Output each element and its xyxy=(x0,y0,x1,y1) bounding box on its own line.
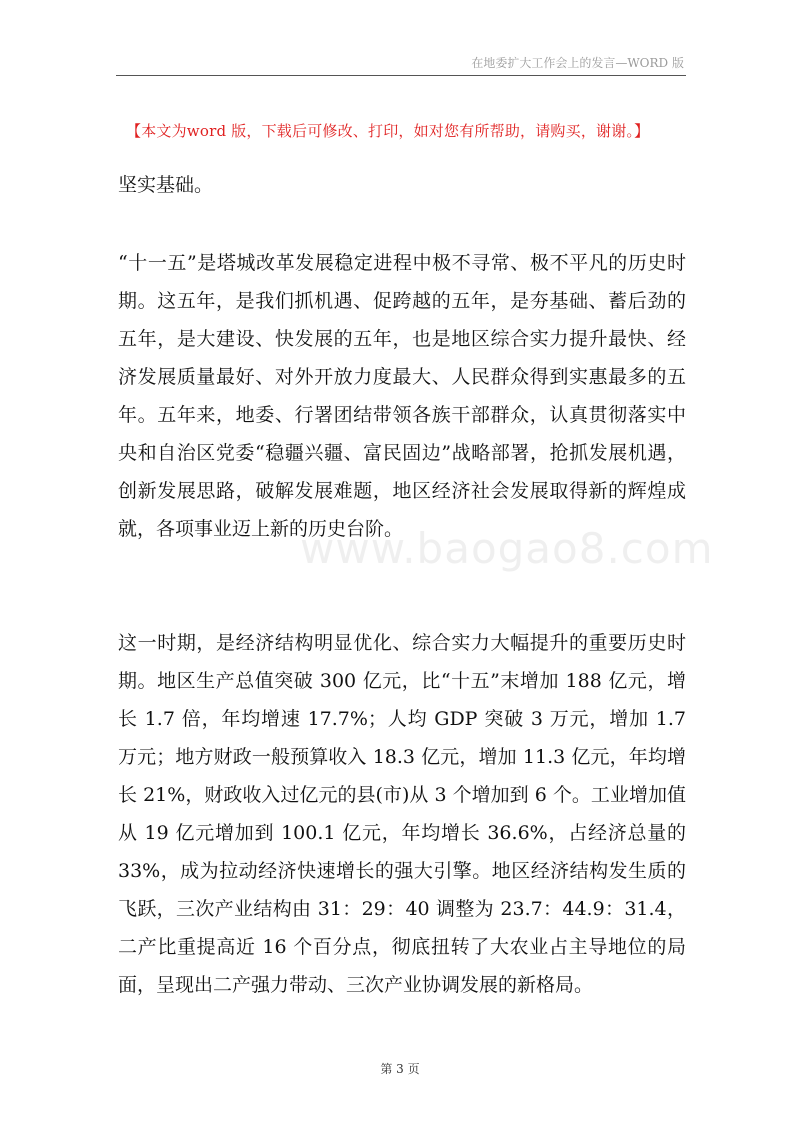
paragraph-1: 坚实基础。 xyxy=(118,174,214,196)
download-notice: 【本文为word 版，下载后可修改、打印，如对您有所帮助，请购买，谢谢。】 xyxy=(126,122,650,140)
page-number: 第 3 页 xyxy=(380,1062,420,1076)
document-header-title: 在地委扩大工作会上的发言—WORD 版 xyxy=(471,56,684,70)
header-divider xyxy=(116,75,686,76)
paragraph-2: “十一五”是塔城改革发展稳定进程中极不寻常、极不平凡的历史时期。这五年，是我们抓机遇、促跨越的五年，是夯基础、蓄后劲的五年，是大建设、快发展的五年，也是地区综合实力提升最快、经济发展质量最好、对外开放力度最大、人民群众得到实惠最多的五年。五年来，地委、行署团结带领各族干部群众，认真贯彻落实中央和自治区党委“稳疆兴疆、富民固边”战略部署，抢抓发展机遇，创新发展思路，破解发展难题，地区经济社会发展取得新的辉煌成就，各项事业迈上新的历史台阶。 xyxy=(118,252,686,540)
paragraph-3: 这一时期，是经济结构明显优化、综合实力大幅提升的重要历史时期。地区生产总值突破 300 亿元，比“十五”末增加 188 亿元，增长 1.7 倍，年均增速 17.7%；人均 GDP 突破 3 万元，增加 1.7 万元；地方财政一般预算收入 18.3 亿元，增加 11.3 亿元，年均增长 21%，财政收入过亿元的县(市)从 3 个增加到 6 个。工业增加值从 19 亿元增加到 100.1 亿元，年均增长 36.6%，占经济总量的 33%，成为拉动经济快速增长的强大引擎。地区经济结构发生质的飞跃，三次产业结构由 31：29：40 调整为 23.7：44.9：31.4，二产比重提高近 16 个百分点，彻底扭转了大农业占主导地位的局面，呈现出二产强力带动、三次产业协调发展的新格局。 xyxy=(118,632,686,996)
site-watermark: www.baogao8.com xyxy=(300,524,714,573)
